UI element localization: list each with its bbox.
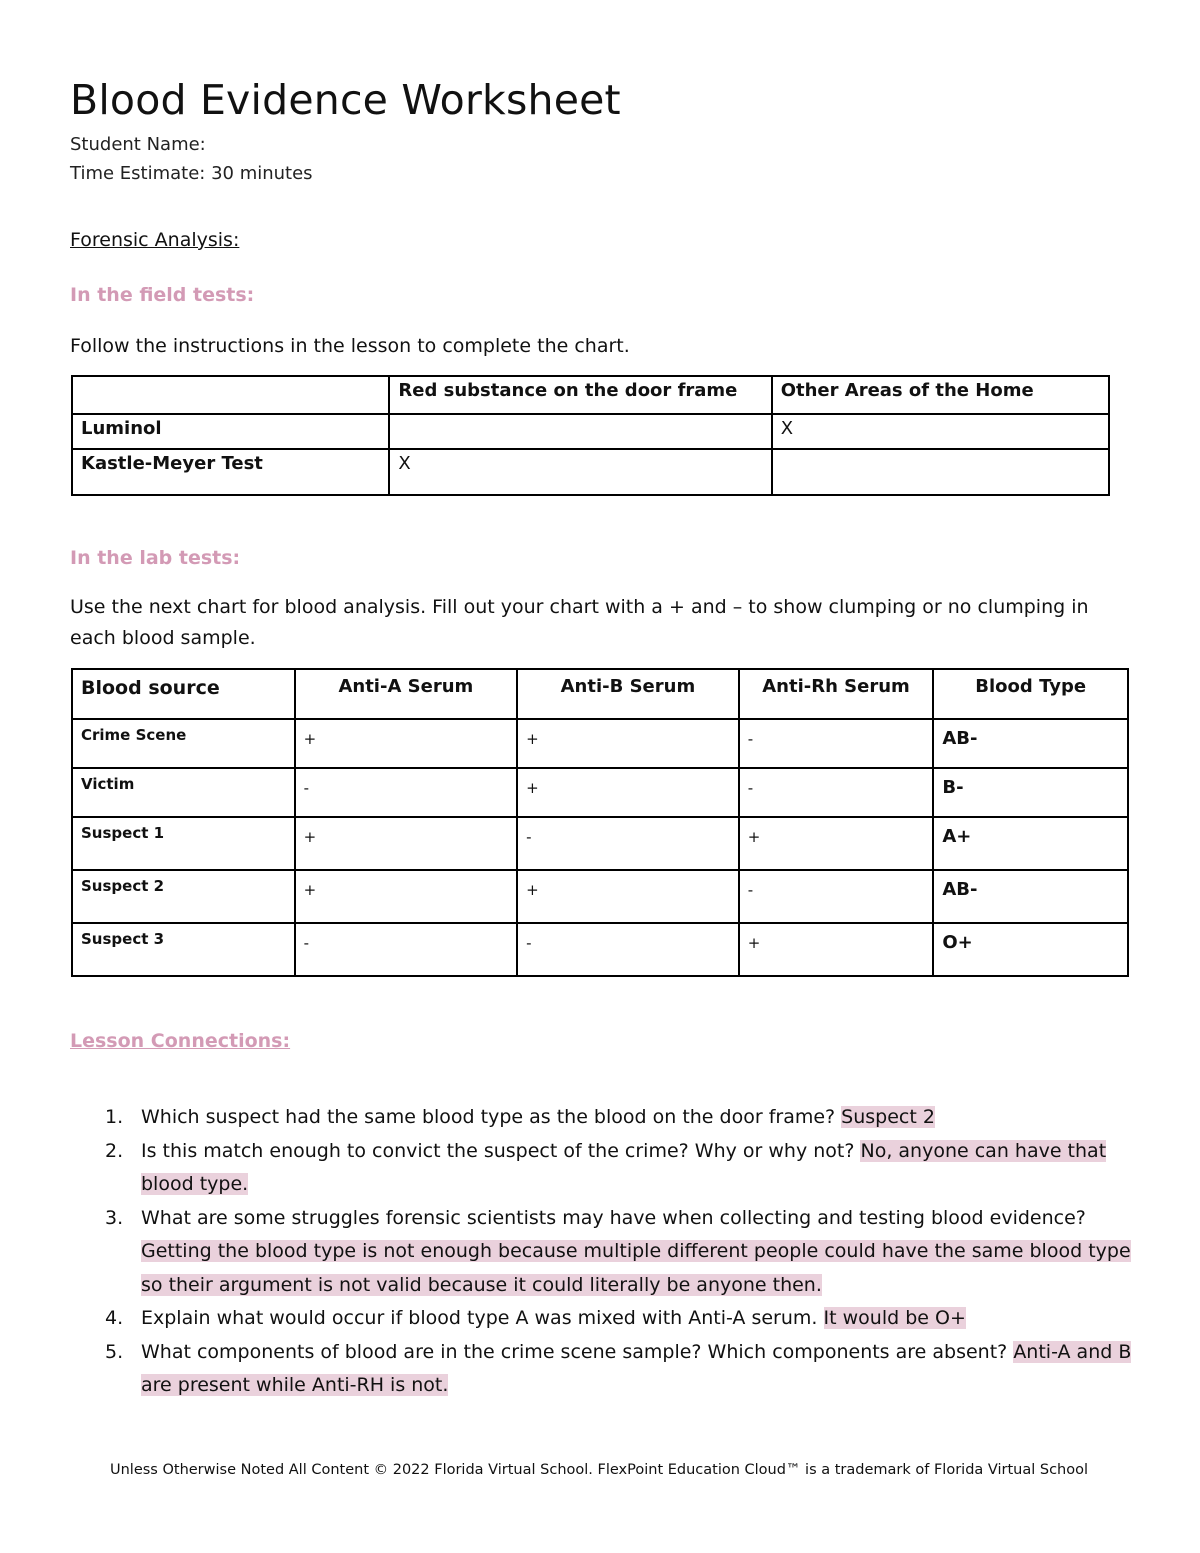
table-row <box>72 449 1109 495</box>
list-item <box>70 1101 1140 1135</box>
table-cell: - <box>739 719 934 768</box>
question-number: 2. <box>105 1139 124 1162</box>
question-list <box>70 1101 1140 1403</box>
blood-type-cell: O+ <box>933 923 1128 976</box>
answer-text: No, anyone can have that blood type. <box>141 1139 1107 1195</box>
table-header-row <box>72 376 1109 414</box>
list-item <box>70 1302 1140 1336</box>
blood-source-cell: Crime Scene <box>72 719 295 768</box>
copyright-footer: Unless Otherwise Noted All Content © 2022 Florida Virtual School. FlexPoint Education Cloud™ is a trademark of Florida Virtual School <box>110 1462 1089 1478</box>
blood-source-cell: Victim <box>72 768 295 817</box>
forensic-analysis-heading: Forensic Analysis: <box>70 229 240 251</box>
table-header-cell: Other Areas of the Home <box>772 376 1109 414</box>
answer-text: It would be O+ <box>823 1307 966 1329</box>
table-cell: + <box>739 923 934 976</box>
table-cell: - <box>295 923 518 976</box>
test-name-cell: Kastle-Meyer Test <box>72 449 389 495</box>
student-name-label: Student Name: <box>70 134 206 155</box>
table-cell: + <box>517 719 739 768</box>
list-item <box>70 1202 1140 1303</box>
list-item <box>70 1336 1140 1403</box>
table-cell: + <box>295 719 518 768</box>
question-text: Which suspect had the same blood type as the blood on the door frame? <box>141 1106 836 1128</box>
test-name-cell: Luminol <box>72 414 389 449</box>
table-cell: + <box>739 817 934 870</box>
blood-type-cell: AB- <box>933 870 1128 923</box>
table-row <box>72 719 1128 768</box>
question-number: 1. <box>105 1106 124 1128</box>
table-header-cell <box>72 376 389 414</box>
table-row <box>72 414 1109 449</box>
table-row <box>72 870 1128 923</box>
question-text: What components of blood are in the crime scene sample? Which components are absent? <box>141 1340 1008 1363</box>
lesson-connections-heading: Lesson Connections: <box>70 1030 291 1052</box>
question-text: What are some struggles forensic scientists may have when collecting and testing blood evidence? <box>141 1206 1086 1229</box>
table-header-cell: Anti-A Serum <box>295 669 518 719</box>
table-cell <box>389 414 771 449</box>
table-cell: - <box>739 768 934 817</box>
page-title: Blood Evidence Worksheet <box>70 76 621 124</box>
list-item <box>70 1135 1140 1202</box>
blood-source-cell: Suspect 2 <box>72 870 295 923</box>
answer-text: Anti-A and B are present while Anti-RH is not. <box>141 1340 1132 1396</box>
table-cell: + <box>295 817 518 870</box>
table-cell: - <box>517 923 739 976</box>
table-header-cell: Anti-Rh Serum <box>739 669 934 719</box>
table-cell: + <box>295 870 518 923</box>
time-estimate: Time Estimate: 30 minutes <box>70 163 313 184</box>
table-row <box>72 923 1128 976</box>
answer-text: Suspect 2 <box>841 1106 935 1128</box>
lab-tests-heading: In the lab tests: <box>70 547 241 569</box>
question-number: 5. <box>105 1340 124 1363</box>
question-number: 3. <box>105 1206 124 1229</box>
blood-type-cell: AB- <box>933 719 1128 768</box>
answer-text: Getting the blood type is not enough because multiple different people could have the same blood type so their argument is not valid because it could literally be anyone then. <box>141 1240 1131 1296</box>
blood-source-cell: Suspect 3 <box>72 923 295 976</box>
table-header-cell: Blood Type <box>933 669 1128 719</box>
field-tests-table <box>71 375 1110 496</box>
table-cell: + <box>517 870 739 923</box>
table-cell: - <box>517 817 739 870</box>
table-row <box>72 817 1128 870</box>
table-header-cell: Red substance on the door frame <box>389 376 771 414</box>
field-tests-instructions: Follow the instructions in the lesson to complete the chart. <box>70 335 630 357</box>
question-text: Is this match enough to convict the suspect of the crime? Why or why not? <box>141 1139 855 1162</box>
table-cell: X <box>772 414 1109 449</box>
blood-analysis-table <box>71 668 1129 977</box>
blood-source-cell: Suspect 1 <box>72 817 295 870</box>
table-cell <box>772 449 1109 495</box>
table-cell: + <box>517 768 739 817</box>
blood-type-cell: A+ <box>933 817 1128 870</box>
table-header-cell: Anti-B Serum <box>517 669 739 719</box>
table-row <box>72 768 1128 817</box>
question-text: Explain what would occur if blood type A was mixed with Anti-A serum. <box>141 1307 818 1329</box>
lab-tests-instructions: Use the next chart for blood analysis. Fill out your chart with a + and – to show clumping or no clumping in each blood sample. <box>70 596 1089 649</box>
table-cell: - <box>295 768 518 817</box>
table-header-cell: Blood source <box>72 669 295 719</box>
table-cell: X <box>389 449 771 495</box>
table-cell: - <box>739 870 934 923</box>
table-header-row <box>72 669 1128 719</box>
field-tests-heading: In the field tests: <box>70 284 255 306</box>
question-number: 4. <box>105 1307 124 1329</box>
blood-type-cell: B- <box>933 768 1128 817</box>
